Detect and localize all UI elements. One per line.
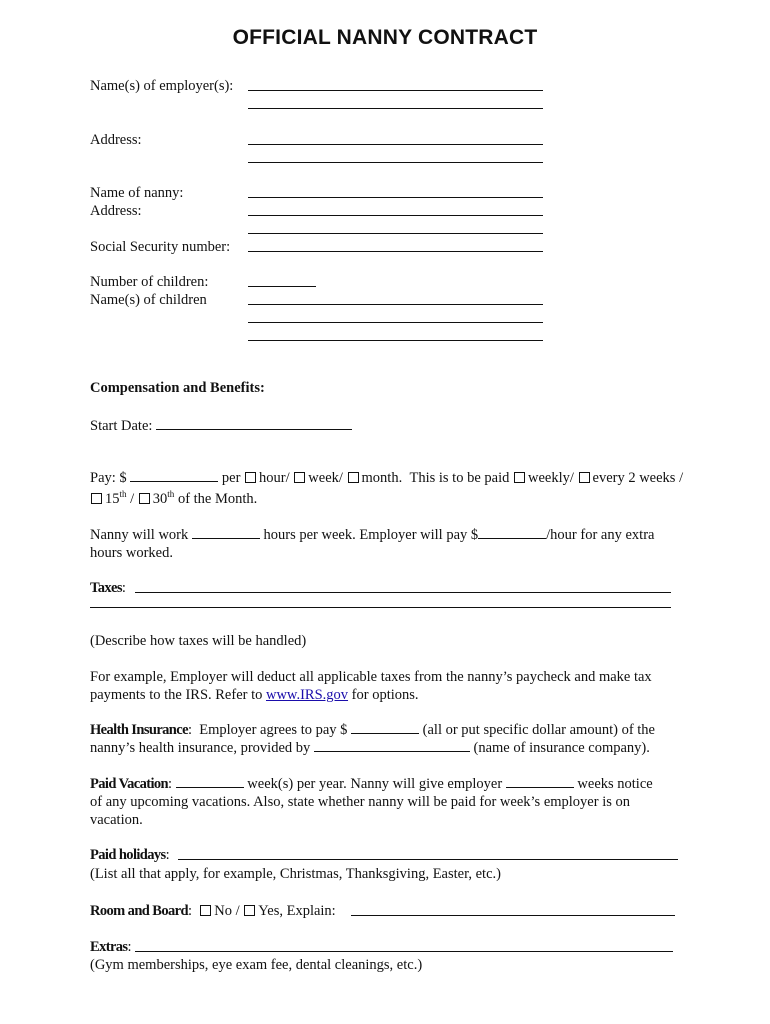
- of-month-text: of the Month.: [177, 491, 258, 507]
- room-explain-line[interactable]: [351, 915, 675, 916]
- pay-row: [90, 469, 683, 487]
- vacation-text-b: weeks notice: [577, 776, 653, 792]
- vacation-notice-input[interactable]: [506, 775, 574, 788]
- children-names-line-2[interactable]: [248, 322, 543, 323]
- weekly-label: weekly/: [527, 470, 574, 486]
- nanny-address-line-1[interactable]: [248, 215, 543, 216]
- taxes-row: Taxes:: [90, 580, 126, 596]
- extras-line[interactable]: [135, 951, 673, 952]
- 15th-checkbox[interactable]: [91, 493, 102, 504]
- health-row-2: [90, 739, 650, 757]
- holidays-row: Paid holidays:: [90, 847, 170, 863]
- hour-checkbox[interactable]: [245, 472, 256, 483]
- date-separator: /: [130, 491, 135, 507]
- taxes-example-text: payments to the IRS. Refer to: [90, 687, 263, 703]
- month-checkbox[interactable]: [348, 472, 359, 483]
- insurance-company-input[interactable]: [314, 739, 470, 752]
- taxes-example-end: for options.: [351, 687, 419, 703]
- ssn-label: Social Security number:: [90, 239, 231, 255]
- taxes-example-line-2: [90, 686, 419, 704]
- nanny-name-label: Name of nanny:: [90, 185, 184, 201]
- 15th-label: 15: [105, 491, 120, 507]
- 30th-suffix: th: [167, 489, 175, 500]
- start-date-label: Start Date:: [90, 418, 153, 434]
- vacation-text-a: week(s) per year. Nanny will give employer: [247, 776, 503, 792]
- weekly-checkbox[interactable]: [514, 472, 525, 483]
- vacation-text-d: vacation.: [90, 812, 143, 828]
- taxes-hint: (Describe how taxes will be handled): [90, 633, 307, 649]
- taxes-label: Taxes: [90, 580, 122, 596]
- employers-label: Name(s) of employer(s):: [90, 78, 234, 94]
- hour-label: hour/: [259, 470, 290, 486]
- employers-line-1[interactable]: [248, 90, 543, 91]
- vacation-weeks-input[interactable]: [176, 775, 244, 788]
- health-text-d: (name of insurance company).: [473, 740, 650, 756]
- month-label: month.: [361, 470, 403, 486]
- health-row: Health Insurance: Employer agrees to pay $ (all or put specific dollar amount) of the: [90, 722, 655, 738]
- address-line-1[interactable]: [248, 144, 543, 145]
- health-text-a: Employer agrees to pay $: [199, 722, 348, 738]
- employers-line-2[interactable]: [248, 108, 543, 109]
- extra-rate-label: /hour for any extra: [546, 527, 655, 543]
- hours-row: [90, 526, 654, 544]
- work-hours-input[interactable]: [192, 526, 260, 539]
- extras-row: Extras:: [90, 939, 132, 955]
- address-line-2[interactable]: [248, 162, 543, 163]
- nanny-address-label: Address:: [90, 203, 142, 219]
- holidays-line[interactable]: [178, 859, 678, 860]
- 15th-suffix: th: [119, 489, 127, 500]
- health-label: Health Insurance: [90, 722, 188, 738]
- extras-hint: (Gym memberships, eye exam fee, dental cleanings, etc.): [90, 957, 423, 973]
- pay-amount-input[interactable]: [130, 469, 218, 482]
- children-names-line-1[interactable]: [248, 304, 543, 305]
- start-date-input[interactable]: [156, 417, 352, 430]
- nanny-address-line-2[interactable]: [248, 233, 543, 234]
- work-hours-label: Nanny will work: [90, 527, 189, 543]
- children-names-line-3[interactable]: [248, 340, 543, 341]
- every-2-weeks-checkbox[interactable]: [579, 472, 590, 483]
- num-children-line[interactable]: [248, 286, 316, 287]
- vacation-text-c: of any upcoming vacations. Also, state whether nanny will be paid for week’s employer is on: [90, 794, 630, 810]
- week-label: week/: [308, 470, 343, 486]
- nanny-name-line[interactable]: [248, 197, 543, 198]
- extra-rate-input[interactable]: [478, 526, 546, 539]
- vacation-label: Paid Vacation: [90, 776, 169, 792]
- health-amount-input[interactable]: [351, 721, 419, 734]
- children-names-label: Name(s) of children: [90, 292, 207, 308]
- holidays-label: Paid holidays: [90, 847, 166, 863]
- room-label: Room and Board: [90, 903, 188, 919]
- address-label: Address:: [90, 132, 142, 148]
- page-title: OFFICIAL NANNY CONTRACT: [232, 26, 538, 49]
- compensation-heading: Compensation and Benefits:: [90, 380, 265, 396]
- ssn-line[interactable]: [248, 251, 543, 252]
- hours-worked-text: hours worked.: [90, 545, 173, 561]
- pay-dates-row: [90, 490, 257, 508]
- holidays-hint: (List all that apply, for example, Christmas, Thanksgiving, Easter, etc.): [90, 866, 501, 882]
- health-text-c: nanny’s health insurance, provided by: [90, 740, 311, 756]
- vacation-row: Paid Vacation: week(s) per year. Nanny will give employer weeks notice: [90, 776, 653, 792]
- room-yes-label: Yes, Explain:: [258, 903, 336, 919]
- employer-pay-label: hours per week. Employer will pay $: [263, 527, 479, 543]
- extras-label: Extras: [90, 939, 128, 955]
- health-text-b: (all or put specific dollar amount) of the: [422, 722, 655, 738]
- taxes-line-1[interactable]: [135, 592, 671, 593]
- every-2-weeks-label: every 2 weeks /: [592, 470, 684, 486]
- paid-text: This is to be paid: [409, 470, 510, 486]
- taxes-line-2[interactable]: [90, 607, 671, 608]
- room-yes-checkbox[interactable]: [244, 905, 255, 916]
- room-row: Room and Board: No / Yes, Explain:: [90, 903, 336, 919]
- num-children-label: Number of children:: [90, 274, 209, 290]
- 30th-checkbox[interactable]: [139, 493, 150, 504]
- per-text: per: [221, 470, 241, 486]
- irs-link[interactable]: www.IRS.gov: [265, 687, 349, 703]
- room-no-checkbox[interactable]: [200, 905, 211, 916]
- 30th-label: 30: [152, 491, 168, 507]
- taxes-example-line-1: For example, Employer will deduct all applicable taxes from the nanny’s paycheck and make tax: [90, 669, 652, 685]
- week-checkbox[interactable]: [294, 472, 305, 483]
- start-date-row: [90, 417, 352, 435]
- room-no-label: No /: [214, 903, 240, 919]
- pay-label: Pay: $: [90, 470, 127, 486]
